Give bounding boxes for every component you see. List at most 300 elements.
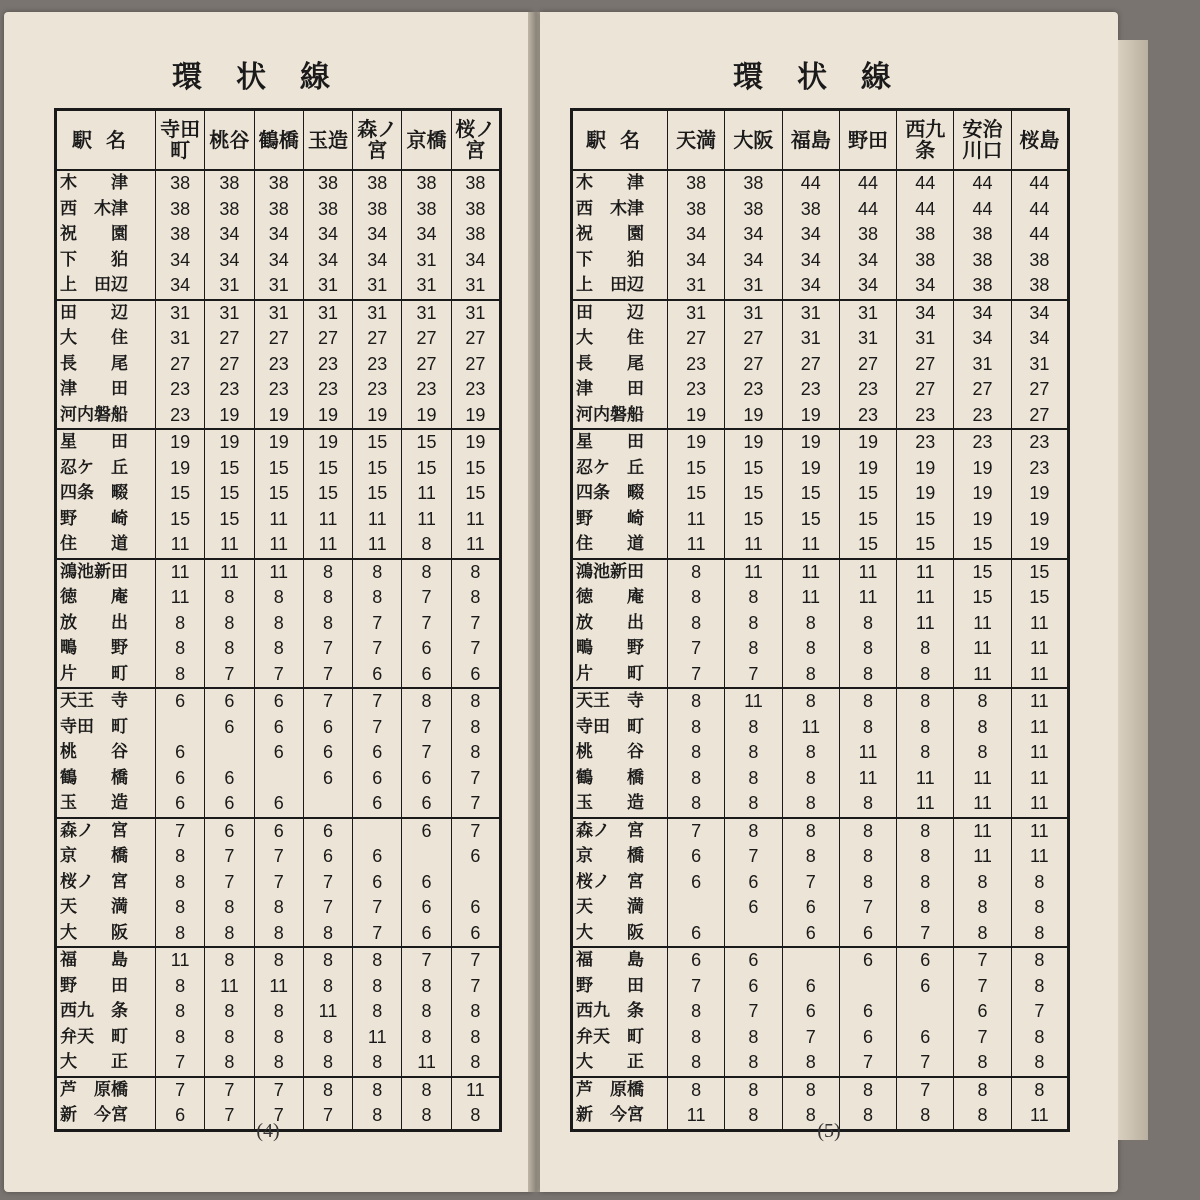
fare-cell: 7 — [725, 662, 782, 689]
fare-cell: 19 — [402, 403, 451, 430]
fare-cell: 19 — [954, 481, 1011, 507]
fare-cell: 8 — [897, 688, 954, 715]
station-name: 野 田 — [576, 975, 644, 996]
fare-cell: 15 — [254, 456, 303, 482]
fare-cell: 27 — [954, 377, 1011, 403]
fare-cell: 8 — [839, 611, 896, 637]
fare-cell: 8 — [954, 1077, 1011, 1104]
fare-cell: 15 — [954, 585, 1011, 611]
fare-cell: 8 — [303, 921, 352, 948]
fare-cell: 8 — [205, 1025, 254, 1051]
fare-cell: 23 — [353, 377, 402, 403]
fare-cell: 6 — [897, 1025, 954, 1051]
fare-cell: 11 — [782, 585, 839, 611]
station-name: 鴫 野 — [576, 638, 644, 658]
table-row — [572, 1077, 1069, 1104]
station-name: 鴻池新田 — [56, 559, 156, 586]
fare-cell: 38 — [954, 248, 1011, 274]
table-row — [56, 1025, 501, 1051]
fare-cell: 7 — [897, 1077, 954, 1104]
fare-cell: 6 — [839, 1025, 896, 1051]
fare-cell: 11 — [725, 559, 782, 586]
fare-cell: 8 — [839, 1077, 896, 1104]
fare-cell: 31 — [668, 273, 725, 300]
fare-cell: 19 — [725, 429, 782, 456]
fare-cell: 31 — [156, 326, 205, 352]
fare-cell: 19 — [1011, 481, 1068, 507]
station-name: 新 今宮 — [576, 1105, 644, 1125]
fare-cell: 8 — [402, 532, 451, 559]
fare-cell: 38 — [303, 170, 352, 197]
fare-cell: 27 — [156, 352, 205, 378]
fare-cell: 31 — [725, 273, 782, 300]
fare-cell: 31 — [668, 300, 725, 327]
station-name: 京 橋 — [576, 846, 644, 866]
table-row — [56, 456, 501, 482]
fare-cell: 8 — [156, 611, 205, 637]
table-row — [56, 715, 501, 741]
fare-cell: 11 — [1011, 791, 1068, 818]
station-name: 上 田辺 — [576, 275, 644, 295]
fare-cell: 31 — [839, 300, 896, 327]
fare-cell: 15 — [451, 481, 500, 507]
fare-cell: 6 — [782, 999, 839, 1025]
fare-cell: 8 — [402, 974, 451, 1000]
fare-cell: 44 — [839, 170, 896, 197]
table-row — [572, 532, 1069, 559]
fare-cell: 7 — [954, 947, 1011, 974]
fare-cell: 44 — [897, 197, 954, 223]
fare-cell: 19 — [254, 429, 303, 456]
fare-cell: 34 — [451, 248, 500, 274]
fare-cell: 8 — [897, 662, 954, 689]
table-row — [56, 170, 501, 197]
table-row — [572, 300, 1069, 327]
fare-cell: 8 — [205, 999, 254, 1025]
fare-cell: 19 — [205, 403, 254, 430]
fare-cell: 27 — [303, 326, 352, 352]
fare-cell: 6 — [839, 999, 896, 1025]
fare-cell: 8 — [725, 1077, 782, 1104]
fare-cell: 34 — [668, 248, 725, 274]
fare-cell: 8 — [897, 895, 954, 921]
table-row — [56, 273, 501, 300]
fare-cell: 15 — [353, 481, 402, 507]
fare-cell: 6 — [402, 791, 451, 818]
fare-cell: 7 — [254, 870, 303, 896]
fare-cell: 8 — [254, 1025, 303, 1051]
fare-cell: 15 — [668, 481, 725, 507]
station-name: 田 辺 — [572, 300, 668, 327]
fare-cell: 6 — [668, 921, 725, 948]
fare-cell: 19 — [1011, 532, 1068, 559]
fare-cell: 8 — [205, 611, 254, 637]
column-header: 桜ノ 宮 — [451, 110, 500, 171]
fare-cell: 34 — [156, 248, 205, 274]
fare-cell: 8 — [303, 585, 352, 611]
table-row — [56, 197, 501, 223]
station-name: 木 津 — [60, 173, 128, 193]
fare-cell: 19 — [1011, 507, 1068, 533]
fare-cell: 8 — [1011, 1077, 1068, 1104]
station-name: 津 田 — [60, 379, 128, 399]
fare-cell: 15 — [303, 481, 352, 507]
station-name: 弁天 町 — [60, 1026, 128, 1047]
station-name: 忍ケ 丘 — [576, 457, 644, 478]
fare-cell: 8 — [839, 870, 896, 896]
fare-cell: 6 — [156, 766, 205, 792]
fare-cell: 23 — [1011, 429, 1068, 456]
fare-cell: 8 — [839, 791, 896, 818]
table-row — [572, 377, 1069, 403]
fare-cell: 11 — [954, 636, 1011, 662]
fare-cell: 7 — [205, 1077, 254, 1104]
fare-cell: 6 — [156, 688, 205, 715]
fare-cell: 23 — [156, 403, 205, 430]
fare-cell: 11 — [451, 1077, 500, 1104]
fare-cell: 27 — [205, 326, 254, 352]
fare-cell: 38 — [402, 197, 451, 223]
fare-cell: 34 — [205, 248, 254, 274]
fare-cell: 8 — [156, 921, 205, 948]
fare-cell: 11 — [782, 715, 839, 741]
fare-cell: 8 — [782, 1077, 839, 1104]
table-row — [56, 688, 501, 715]
fare-cell: 8 — [839, 844, 896, 870]
fare-cell: 27 — [353, 326, 402, 352]
fare-cell: 6 — [402, 895, 451, 921]
fare-cell: 15 — [1011, 585, 1068, 611]
fare-cell — [254, 766, 303, 792]
fare-cell: 8 — [954, 895, 1011, 921]
station-name: 桃 谷 — [576, 742, 644, 762]
fare-cell: 15 — [303, 456, 352, 482]
fare-cell: 15 — [668, 456, 725, 482]
fare-cell: 11 — [353, 507, 402, 533]
fare-cell: 31 — [402, 273, 451, 300]
fare-cell: 27 — [839, 352, 896, 378]
fare-cell: 31 — [839, 326, 896, 352]
station-name: 鶴 橋 — [576, 767, 644, 788]
fare-cell: 44 — [1011, 170, 1068, 197]
fare-cell: 7 — [402, 947, 451, 974]
page-title: 環状線 — [172, 60, 364, 95]
fare-cell: 15 — [156, 507, 205, 533]
fare-cell: 11 — [156, 559, 205, 586]
fare-cell: 8 — [668, 715, 725, 741]
station-name: 大 正 — [60, 1052, 128, 1072]
fare-cell: 15 — [897, 532, 954, 559]
fare-cell: 34 — [156, 273, 205, 300]
fare-cell: 15 — [839, 532, 896, 559]
fare-cell: 6 — [451, 895, 500, 921]
fare-cell: 8 — [897, 844, 954, 870]
fare-cell: 7 — [254, 662, 303, 689]
fare-cell: 44 — [1011, 197, 1068, 223]
fare-cell: 8 — [668, 1077, 725, 1104]
fare-cell: 8 — [897, 870, 954, 896]
station-name: 長 尾 — [60, 353, 128, 374]
fare-cell: 11 — [839, 585, 896, 611]
fare-cell: 15 — [402, 456, 451, 482]
fare-cell: 38 — [156, 222, 205, 248]
table-row — [572, 352, 1069, 378]
fare-cell — [668, 895, 725, 921]
table-row — [56, 559, 501, 586]
fare-cell: 6 — [839, 921, 896, 948]
fare-cell: 11 — [205, 532, 254, 559]
fare-cell: 11 — [897, 611, 954, 637]
fare-cell: 8 — [205, 921, 254, 948]
fare-cell: 19 — [451, 429, 500, 456]
table-row — [572, 844, 1069, 870]
fare-cell: 6 — [156, 740, 205, 766]
column-header: 西九 条 — [897, 110, 954, 171]
fare-cell: 7 — [156, 1050, 205, 1077]
fare-cell: 8 — [254, 999, 303, 1025]
fare-cell: 7 — [353, 688, 402, 715]
fare-cell: 15 — [954, 559, 1011, 586]
table-row — [572, 870, 1069, 896]
table-row — [572, 662, 1069, 689]
fare-cell: 34 — [1011, 300, 1068, 327]
fare-cell: 11 — [725, 532, 782, 559]
fare-cell: 8 — [1011, 1025, 1068, 1051]
table-row — [56, 585, 501, 611]
fare-cell: 34 — [303, 222, 352, 248]
fare-cell: 6 — [402, 662, 451, 689]
fare-cell: 34 — [897, 300, 954, 327]
fare-cell: 11 — [1011, 818, 1068, 845]
fare-cell: 44 — [1011, 222, 1068, 248]
fare-cell: 11 — [954, 766, 1011, 792]
fare-cell: 8 — [1011, 895, 1068, 921]
fare-cell: 15 — [402, 429, 451, 456]
fare-cell: 11 — [402, 1050, 451, 1077]
fare-cell: 23 — [303, 352, 352, 378]
fare-cell: 7 — [451, 974, 500, 1000]
table-row — [572, 611, 1069, 637]
fare-cell: 27 — [1011, 377, 1068, 403]
fare-cell: 34 — [254, 248, 303, 274]
fare-cell: 7 — [1011, 999, 1068, 1025]
fare-cell: 11 — [782, 559, 839, 586]
fare-cell: 19 — [156, 456, 205, 482]
fare-cell: 8 — [782, 1103, 839, 1130]
fare-cell: 7 — [402, 585, 451, 611]
column-header: 京橋 — [402, 110, 451, 171]
fare-cell: 8 — [839, 818, 896, 845]
table-row — [572, 403, 1069, 430]
fare-cell: 34 — [725, 248, 782, 274]
fare-cell: 23 — [725, 377, 782, 403]
fare-cell: 8 — [205, 585, 254, 611]
fare-cell: 7 — [839, 1050, 896, 1077]
fare-cell: 6 — [303, 818, 352, 845]
fare-cell: 7 — [668, 662, 725, 689]
fare-cell: 6 — [205, 818, 254, 845]
fare-cell: 19 — [668, 403, 725, 430]
fare-cell: 8 — [353, 1103, 402, 1130]
fare-cell: 11 — [1011, 715, 1068, 741]
table-row — [572, 818, 1069, 845]
column-header: 桃谷 — [205, 110, 254, 171]
fare-cell: 8 — [451, 1103, 500, 1130]
fare-cell: 6 — [353, 740, 402, 766]
fare-cell: 34 — [954, 300, 1011, 327]
table-row — [572, 1025, 1069, 1051]
fare-cell: 23 — [254, 377, 303, 403]
fare-cell: 7 — [954, 974, 1011, 1000]
fare-cell: 8 — [954, 688, 1011, 715]
table-row — [572, 740, 1069, 766]
fare-cell: 8 — [205, 895, 254, 921]
fare-cell: 38 — [897, 222, 954, 248]
station-name: 大 住 — [576, 328, 644, 348]
fare-cell: 7 — [402, 611, 451, 637]
fare-cell: 8 — [1011, 1050, 1068, 1077]
fare-cell: 8 — [254, 1050, 303, 1077]
fare-cell: 11 — [954, 818, 1011, 845]
station-name: 鴫 野 — [60, 638, 128, 658]
fare-table — [54, 108, 502, 1132]
table-row — [572, 1050, 1069, 1077]
fare-cell: 38 — [451, 222, 500, 248]
fare-cell: 8 — [402, 1025, 451, 1051]
fare-cell: 27 — [897, 352, 954, 378]
fare-cell: 7 — [254, 844, 303, 870]
fare-cell: 6 — [668, 947, 725, 974]
fare-cell: 8 — [156, 870, 205, 896]
fare-cell: 23 — [782, 377, 839, 403]
station-name: 天王 寺 — [56, 688, 156, 715]
fare-cell: 6 — [782, 974, 839, 1000]
fare-cell: 38 — [1011, 273, 1068, 300]
fare-cell: 8 — [668, 740, 725, 766]
fare-cell — [353, 818, 402, 845]
fare-cell: 8 — [668, 1025, 725, 1051]
station-name-header: 駅名 — [572, 110, 668, 171]
table-row — [572, 326, 1069, 352]
table-row — [56, 791, 501, 818]
fare-cell: 7 — [897, 1050, 954, 1077]
table-row — [572, 715, 1069, 741]
fare-cell: 31 — [254, 273, 303, 300]
fare-cell: 8 — [156, 662, 205, 689]
fare-cell: 11 — [954, 611, 1011, 637]
fare-cell: 27 — [668, 326, 725, 352]
fare-cell: 15 — [839, 507, 896, 533]
fare-cell: 7 — [668, 974, 725, 1000]
fare-cell: 8 — [725, 715, 782, 741]
fare-cell: 34 — [839, 273, 896, 300]
table-row — [572, 766, 1069, 792]
fare-cell: 8 — [156, 844, 205, 870]
fare-cell: 8 — [156, 974, 205, 1000]
fare-cell: 8 — [839, 715, 896, 741]
fare-cell: 38 — [254, 197, 303, 223]
fare-cell: 15 — [205, 456, 254, 482]
table-row — [56, 481, 501, 507]
fare-cell: 27 — [451, 352, 500, 378]
fare-cell: 15 — [782, 507, 839, 533]
right-page — [540, 12, 1118, 1192]
fare-cell: 23 — [156, 377, 205, 403]
fare-cell: 6 — [303, 766, 352, 792]
fare-cell: 7 — [303, 688, 352, 715]
fare-cell: 15 — [254, 481, 303, 507]
fare-cell: 7 — [353, 715, 402, 741]
fare-cell: 7 — [353, 895, 402, 921]
fare-cell — [402, 844, 451, 870]
fare-cell: 11 — [1011, 740, 1068, 766]
fare-cell: 7 — [205, 844, 254, 870]
fare-cell: 8 — [451, 559, 500, 586]
station-name: 玉 造 — [576, 793, 644, 813]
fare-cell: 7 — [897, 921, 954, 948]
table-row — [572, 273, 1069, 300]
fare-cell: 19 — [451, 403, 500, 430]
station-name: 芦 原橋 — [572, 1077, 668, 1104]
fare-cell: 8 — [954, 921, 1011, 948]
fare-cell: 11 — [156, 532, 205, 559]
fare-cell: 6 — [402, 636, 451, 662]
station-name: 大 住 — [60, 328, 128, 348]
table-row — [56, 326, 501, 352]
fare-cell: 8 — [402, 1077, 451, 1104]
station-name: 木 津 — [576, 173, 644, 193]
fare-cell: 7 — [303, 1103, 352, 1130]
table-row — [56, 636, 501, 662]
table-row — [56, 818, 501, 845]
page-number: (4) — [256, 1120, 280, 1142]
fare-cell: 34 — [1011, 326, 1068, 352]
table-row — [572, 481, 1069, 507]
table-row — [56, 947, 501, 974]
fare-cell: 7 — [451, 766, 500, 792]
fare-cell: 6 — [303, 715, 352, 741]
station-name: 河内磐船 — [60, 404, 128, 425]
table-row — [56, 921, 501, 948]
fare-cell: 7 — [303, 870, 352, 896]
station-name: 放 出 — [60, 612, 128, 633]
fare-cell: 8 — [1011, 974, 1068, 1000]
fare-cell: 8 — [897, 636, 954, 662]
fare-cell: 31 — [451, 300, 500, 327]
fare-cell: 7 — [668, 636, 725, 662]
fare-cell: 38 — [782, 197, 839, 223]
fare-cell: 19 — [353, 403, 402, 430]
fare-cell: 8 — [1011, 921, 1068, 948]
fare-cell: 7 — [254, 1103, 303, 1130]
station-name: 西九 条 — [576, 1001, 644, 1021]
fare-cell: 15 — [353, 456, 402, 482]
table-row — [572, 688, 1069, 715]
fare-cell: 8 — [725, 791, 782, 818]
fare-cell: 19 — [954, 456, 1011, 482]
table-row — [572, 507, 1069, 533]
fare-cell: 8 — [725, 1103, 782, 1130]
left-page — [4, 12, 532, 1192]
station-name: 西 木津 — [576, 198, 644, 219]
fare-cell: 8 — [353, 974, 402, 1000]
station-name: 福 島 — [572, 947, 668, 974]
fare-cell: 6 — [451, 921, 500, 948]
fare-cell: 44 — [839, 197, 896, 223]
table-row — [56, 300, 501, 327]
header-row — [56, 110, 501, 171]
fare-cell: 31 — [897, 326, 954, 352]
